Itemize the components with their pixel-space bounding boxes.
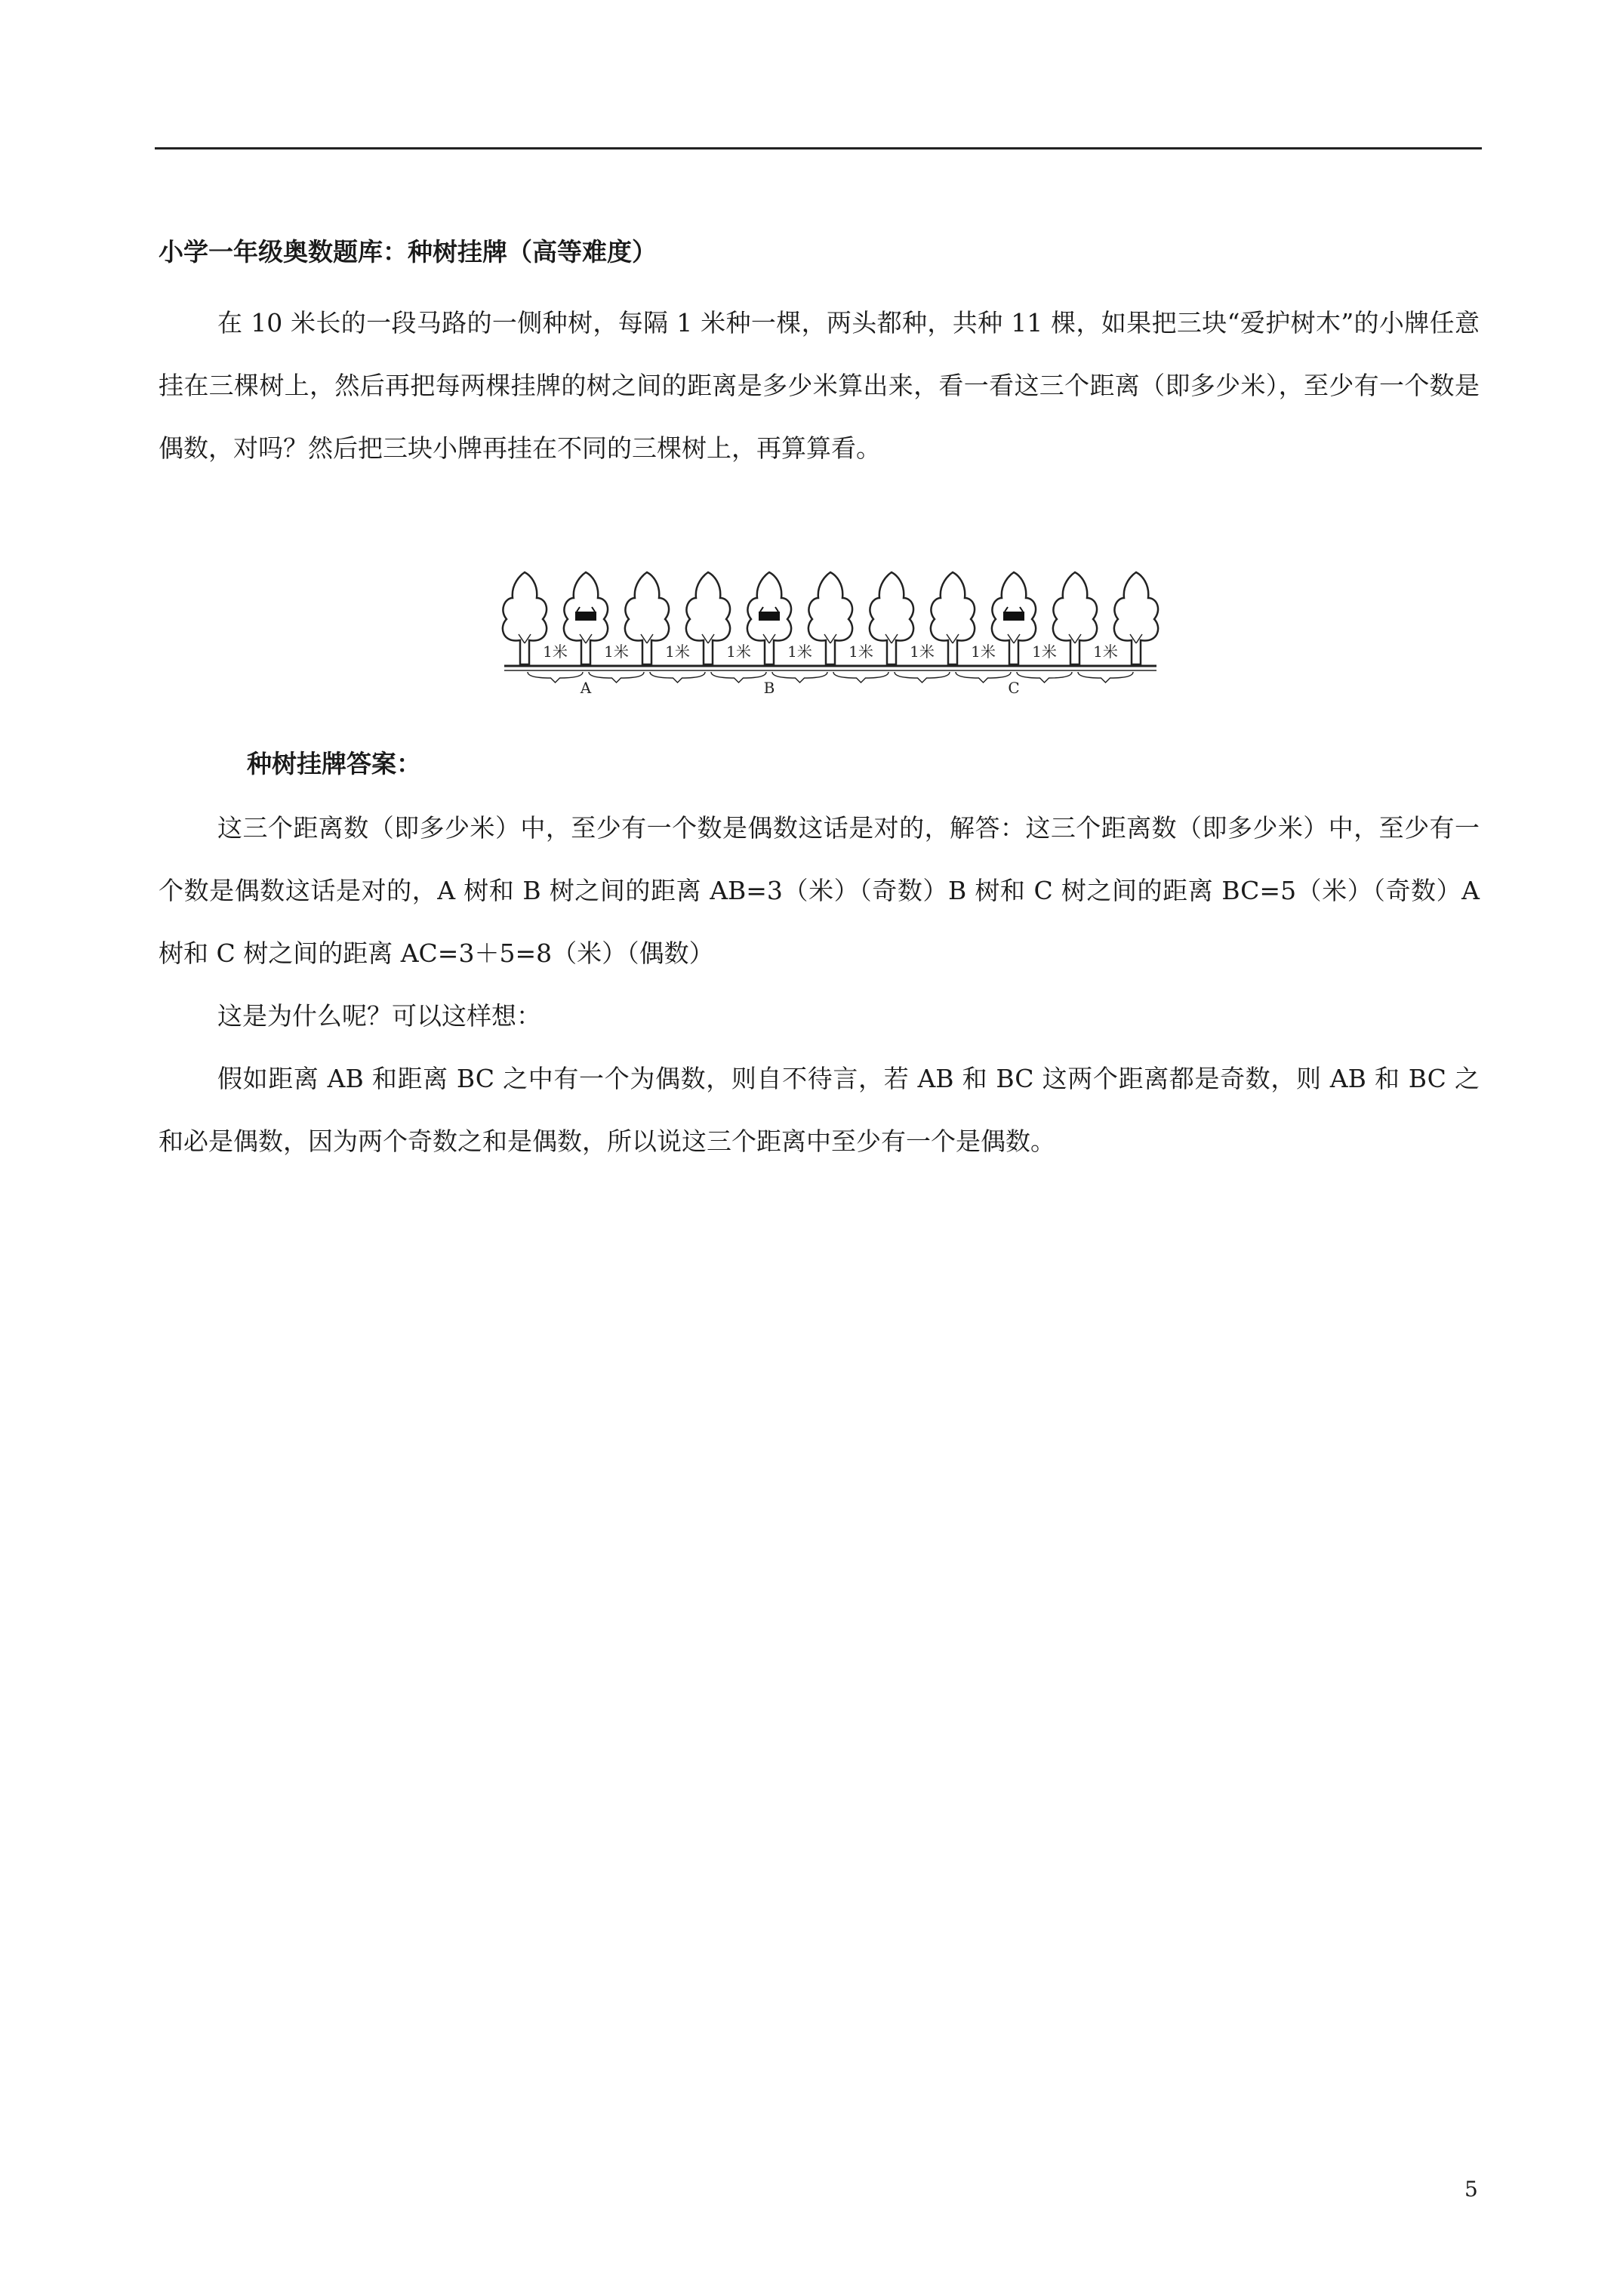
point-label: B: [763, 679, 775, 695]
gap-bracket: [1078, 672, 1133, 683]
gap-label: 1米: [971, 643, 996, 661]
tree-planting-figure: [498, 551, 1163, 695]
gap-bracket: [528, 672, 583, 683]
tree-canopy: [870, 572, 913, 664]
tree-canopy: [1114, 572, 1158, 664]
gap-label: 1米: [910, 643, 935, 661]
gap-bracket: [895, 672, 950, 683]
tree: [625, 572, 669, 664]
header-rule: [155, 147, 1482, 149]
tree: [992, 572, 1036, 664]
tree: [1053, 572, 1097, 664]
answer-paragraph-3: 假如距离 AB 和距离 BC 之中有一个为偶数，则自不待言，若 AB 和 BC 这两个距离都是奇数，则 AB 和 BC 之和必是偶数，因为两个奇数之和是偶数，所以说这三个距离中至少有一个是偶数。: [159, 1064, 1480, 1156]
gap-bracket: [956, 672, 1011, 683]
tree: [931, 572, 975, 664]
tree-canopy: [931, 572, 975, 664]
gap-bracket: [650, 672, 705, 683]
gap-label: 1米: [1032, 643, 1057, 661]
gap-bracket: [711, 672, 766, 683]
point-labels-group: [580, 679, 1020, 695]
gap-label: 1米: [848, 643, 873, 661]
trees-group: [503, 572, 1158, 664]
answer-heading: 种树挂牌答案：: [247, 749, 421, 778]
sign-plate: [1003, 612, 1024, 621]
point-label: C: [1008, 679, 1020, 695]
tree: [747, 572, 791, 664]
point-label: A: [580, 679, 592, 695]
question-paragraph: 在 10 米长的一段马路的一侧种树，每隔 1 米种一棵，两头都种，共种 11 棵，如果把三块“爱护树木”的小牌任意挂在三棵树上，然后再把每两棵挂牌的树之间的距离是多少米算出来，看一看这三个距离（即多少米），至少有一个数是偶数，对吗？然后把三块小牌再挂在不同的三棵树上，再算算看。: [159, 308, 1480, 463]
gap-label: 1米: [604, 643, 629, 661]
gap-bracket: [589, 672, 644, 683]
tree-canopy: [1053, 572, 1097, 664]
gap-label: 1米: [726, 643, 751, 661]
tree-canopy: [625, 572, 669, 664]
gap-bracket: [1017, 672, 1072, 683]
page-number: 5: [1464, 2177, 1478, 2202]
gap-label: 1米: [1093, 643, 1118, 661]
gap-label: 1米: [543, 643, 568, 661]
tree: [1114, 572, 1158, 664]
gap-bracket: [833, 672, 888, 683]
gap-bracket: [772, 672, 827, 683]
gap-label: 1米: [665, 643, 690, 661]
answer-paragraph-2: 这是为什么呢？可以这样想：: [217, 1001, 541, 1031]
tree: [686, 572, 730, 664]
sign-plate: [575, 612, 596, 621]
sign-plate: [759, 612, 780, 621]
tree-canopy: [808, 572, 852, 664]
tree: [503, 572, 547, 664]
answer-paragraph-1: 这三个距离数（即多少米）中，至少有一个数是偶数这话是对的，解答：这三个距离数（即多少米）中，至少有一个数是偶数这话是对的，A 树和 B 树之间的距离 AB=3（米）（奇数）B 树和 C 树之间的距离 BC=5（米）（奇数）A 树和 C 树之间的距离 AC=3＋5=8（米）（偶数）: [159, 813, 1480, 968]
tree-canopy: [503, 572, 547, 664]
gap-label: 1米: [787, 643, 812, 661]
tree-canopy: [686, 572, 730, 664]
tree: [870, 572, 913, 664]
tree: [808, 572, 852, 664]
page-title: 小学一年级奥数题库：种树挂牌（高等难度）: [159, 237, 657, 267]
tree: [564, 572, 608, 664]
